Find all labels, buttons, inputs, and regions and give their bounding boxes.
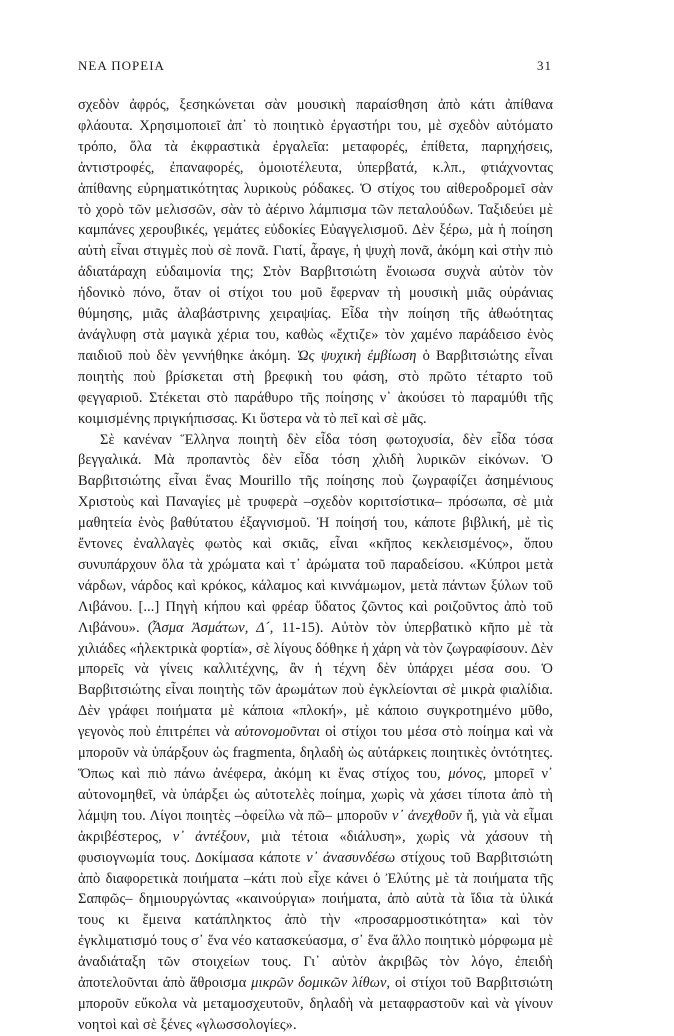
italic-phrase: μικρῶν δομικῶν λίθων: [251, 975, 387, 992]
text-run: Σὲ κανέναν Ἕλληνα ποιητὴ δὲν εἶδα τόση φωτοχυσία, δὲν εἶδα τόσα βεγγαλικά. Μὰ προπαντὸς δὲν εἶδα τόση χλιδὴ λυρικῶν εἰκόνων. Ὁ Βαρβιτσιώτης εἶναι ἕνας Mourillo τῆς ποίησης ποὺ ζωγραφίζει ἀσημένιους Χριστοὺς καὶ Παναγίες μὲ τρυφερὰ –σχεδὸν κοριτσίστικα– πρόσωπα, σὲ μιὰ μαθητεία ἑνὸς βαθύτατου ἐξαγνισμοῦ. Ἡ ποίησή του, κάποτε βιβλική, μὲ τὶς ἔντονες ἐναλλαγὲς φωτὸς καὶ σκιᾶς, εἶναι «κῆπος κεκλεισμένος», ὅπου συνυπάρχουν ὅλα τὰ χρώματα καὶ τ᾽ ἀρώματα τοῦ παραδείσου. «Κύπροι μετὰ νάρδων, νάρδος καὶ κρόκος, κάλαμος καὶ κιννάμωμον, μετὰ πάντων ξύλων τοῦ Λιβάνου. [...] Πηγὴ κήπου καὶ φρέαρ ὕδατος ζῶντος καὶ ροιζοῦντος ἀπὸ τοῦ Λιβάνου». (: [78, 431, 553, 636]
body-text: [78, 95, 553, 1036]
italic-phrase: ν᾽ ἀντέξουν: [172, 828, 247, 845]
journal-title: ΝΕΑ ΠΟΡΕΙΑ: [78, 58, 165, 73]
text-run: , μπορεῖ ν᾽ αὐτονομηθεῖ, νὰ ὑπάρξει ὡς αὐτοτελὲς ποίημα, χωρὶς νὰ χάσει τίποτα ἀπὸ τὴ λάμψη του. Λίγοι ποιητὲς –ὀφείλω νὰ πῶ– μποροῦν: [78, 766, 553, 824]
text-run: ὁ Βαρβιτσιώτης εἶναι ποιητὴς ποὺ βρίσκεται στὴ βρεφικὴ του φάση, στὸ πρῶτο τέταρτο τοῦ φεγγαριοῦ. Στέκεται στὸ παράθυρο τῆς ποίησης ν᾽ ἀκούσει τὸ παραμύθι τῆς κοιμισμένης πριγκήπισσας. Κι ὕστερα νὰ τὸ πεῖ καὶ σὲ μᾶς.: [78, 347, 553, 427]
text-run: σχεδὸν ἀφρός, ξεσηκώνεται σὰν μουσικὴ παραίσθηση ἀπὸ κάτι ἀπίθανα φλάουτα. Χρησιμοποιεῖ ἀπ᾽ τὸ ποιητικὸ ἐργαστήρι του, μὲ σχεδὸν αὐτόματο τρόπο, ὅλα τὰ ἐκφραστικὰ ἐργαλεῖα: μεταφορές, ἐπίθετα, παρηχήσεις, ἀντιστροφές, ἐπαναφορές, ὁμοιοτέλευτα, ὑπερβατά, κ.λπ., φτιάχνοντας ἀπίθανης εὐρηματικότητας λυρικοὺς ρόδακες. Ὁ στίχος του αἰθεροδρομεῖ σὰν τὸ χορὸ τῶν μελισσῶν, σὰν τὸ ἀέρινο λάμπισμα τῶν πεταλούδων. Ταξιδεύει μὲ καμπάνες χερουβικές, γεμάτες εὐδοκίες Εὐαγγελισμοῦ. Δὲν ξέρω, μὰ ἡ ποίηση αὐτὴ εἶναι στιγμὲς ποὺ σὲ πονᾶ. Γιατί, ἆραγε, ἡ ψυχὴ πονᾶ, ἀκόμη καὶ στὴν πιὸ ἀδιατάραχη εὐδαιμονία της; Στὸν Βαρβιτσιώτη ἔνοιωσα συχνὰ αὐτὸν τὸν ἡδονικὸ πόνο, ὅταν οἱ στίχοι του μοῦ ἔφερναν τὴ μουσικὴ μιᾶς οὐράνιας θύμησης, μιᾶς ἀλαβάστρινης χειραψίας. Εἶδα τὴν ποίηση τῆς ἀθωότητας ἀνάγλυφη στὰ μαγικὰ χέρια του, καθὼς «ἔχτιζε» τὸν χαμένο παράδεισο ἑνὸς παιδιοῦ ποὺ δὲν γεννήθηκε ἀκόμη.: [78, 97, 553, 364]
italic-phrase: μόνος: [448, 766, 483, 782]
italic-phrase: Ἆσμα Ἀσμάτων, Δ´: [152, 619, 270, 636]
italic-phrase: αὐτονομοῦνται: [234, 724, 321, 741]
text-run: ἤ, γιὰ νὰ εἶμαι ἀκριβέστερος,: [78, 807, 553, 845]
paragraph-continuation: [78, 95, 553, 430]
running-head: [78, 58, 552, 78]
italic-phrase: Ὡς ψυχικὴ ἐμβίωση: [296, 347, 417, 364]
text-run: , 11-15). Αὐτὸν τὸν ὑπερβατικὸ κῆπο μὲ τὰ χιλιάδες «ἠλεκτρικὰ φορτία», σὲ λίγους δόθηκε ἡ χάρη νὰ τὸν ζωγραφίσουν. Δὲν μπορεῖς νὰ γίνεις καλλιτέχνης, ἂν ἡ τέχνη δὲν ὑπάρχει μέσα σου. Ὁ Βαρβιτσιώτης εἶναι ποιητὴς τῶν ἀρωμάτων ποὺ ἐγκλείονται σὲ μικρὰ φιαλίδια. Δὲν γράφει ποιήματα μὲ κάποια «πλοκή», μὲ κάποιο συγκροτημένο μῦθο, γεγονὸς ποὺ ἐπιτρέπει νὰ: [78, 619, 554, 741]
italic-phrase: ν᾽ ἀνασυνδέσω: [306, 849, 396, 866]
text-run: , μιὰ τέτοια «διάλυση», χωρὶς νὰ χάσουν τὴ φυσιογνωμία τους. Δοκίμασα κάποτε: [78, 828, 553, 866]
page-number: 31: [537, 58, 552, 73]
paragraph: [78, 430, 553, 1036]
italic-phrase: ν᾽ ἀνεχθοῦν: [391, 807, 462, 824]
text-run: , οἱ στίχοι τοῦ Βαρβιτσιώτη μποροῦν εὔκολα νὰ μεταμοσχευτοῦν, δηλαδὴ νὰ μεταφραστοῦν καὶ νὰ γίνουν νοητοὶ καὶ σὲ ξένες «γλωσσολογίες».: [78, 975, 553, 1033]
text-run: στίχους τοῦ Βαρβιτσιώτη ἀπὸ διαφορετικὰ ποιήματα –κάτι ποὺ εἶχε κάνει ὁ Ἐλύτης μὲ τὰ ποιήματα τῆς Σαπφῶς– δημιουργώντας «καινούργια» ποιήματα, ἀπὸ αὐτὰ τὰ ἴδια τὰ ὑλικά τους κι ἔμεινα κατάπληκτος ἀπὸ τὴν «προσαρμοστικότητα» καὶ τὸν ἐγκλιματισμό τους σ᾽ ἕνα νέο κατασκεύασμα, σ᾽ ἕνα ἄλλο ποιητικὸ μόρφωμα μὲ ἀναδιάταξη τῶν στοιχείων τους. Γι᾽ αὐτὸν ἀκριβῶς τὸν λόγο, ἐπειδὴ ἀποτελοῦνται ἀπὸ ἄθροισμα: [78, 849, 553, 992]
text-run: οἱ στίχοι του μέσα στὸ ποίημα καὶ νὰ μποροῦν νὰ ὑπάρξουν ὡς fragmenta, δηλαδὴ ὡς αὐτάρκεις ποιητικὲς ὀντότητες. Ὅπως καὶ πιὸ πάνω ἀνέφερα, ἀκόμη κι ἕνας στίχος του,: [78, 724, 553, 782]
